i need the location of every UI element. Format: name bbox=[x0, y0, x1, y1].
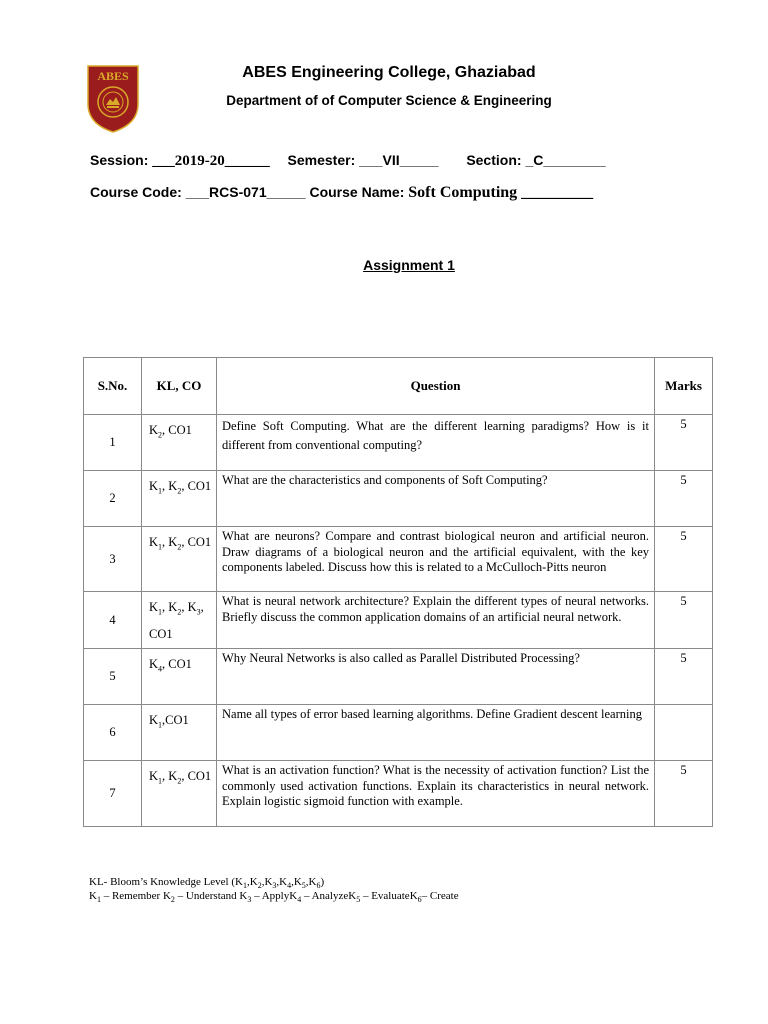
row-kl-co: $K_1$, $K_2$, CO1 bbox=[142, 527, 217, 592]
row-marks bbox=[655, 705, 713, 761]
session-label: Session: bbox=[90, 152, 149, 168]
session-value: ___2019-20______ bbox=[152, 153, 270, 169]
row-kl-co: $K_2$, CO1 bbox=[142, 415, 217, 471]
table-row bbox=[84, 761, 713, 827]
course-line bbox=[90, 184, 593, 202]
course-code-label: Course Code: bbox=[90, 184, 182, 200]
row-sno: 2 bbox=[84, 471, 142, 527]
row-sno: 6 bbox=[84, 705, 142, 761]
row-question: What are neurons? Compare and contrast biological neuron and artificial neuron. Draw diagrams of a biological neuron and the artificial equivalent, with the key components labeled. Discuss how this is related to a McCulloch-Pitts neuron bbox=[217, 527, 655, 592]
row-question: Why Neural Networks is also called as Parallel Distributed Processing? bbox=[217, 649, 655, 705]
col-header-kl-co: KL, CO bbox=[142, 358, 217, 415]
row-kl-co: $K_1$, $K_2$, $K_3$, CO1 bbox=[142, 592, 217, 649]
row-question: What is neural network architecture? Explain the different types of neural networks. Briefly discuss the common application domains of an artificial neural network. bbox=[217, 592, 655, 649]
col-header-question: Question bbox=[217, 358, 655, 415]
table-row bbox=[84, 527, 713, 592]
row-sno: 1 bbox=[84, 415, 142, 471]
section-label: Section: bbox=[466, 152, 522, 168]
row-marks: 5 bbox=[655, 471, 713, 527]
table-header-row bbox=[84, 358, 713, 415]
course-name-label: Course Name: bbox=[309, 184, 405, 200]
row-question: Name all types of error based learning algorithms. Define Gradient descent learning bbox=[217, 705, 655, 761]
semester-label: Semester: bbox=[287, 152, 356, 168]
college-name: ABES Engineering College, Ghaziabad bbox=[242, 64, 536, 81]
row-sno: 4 bbox=[84, 592, 142, 649]
row-question: Define Soft Computing. What are the different learning paradigms? How is it different from conventional computing? bbox=[217, 415, 655, 471]
course-code-value: ___RCS-071_____ bbox=[185, 184, 306, 200]
course-name-value: Soft Computing _________ bbox=[408, 184, 594, 201]
table-row bbox=[84, 415, 713, 471]
semester-value: ___VII_____ bbox=[359, 152, 439, 168]
footer-kl-legend: KL- Bloom’s Knowledge Level $(K_1,K_2,K_3,K_4,K_5,K_6)$ bbox=[89, 876, 325, 891]
session-line bbox=[90, 152, 606, 170]
assignment-title-text: Assignment 1 bbox=[363, 257, 455, 273]
row-kl-co: $K_1,CO1$ bbox=[142, 705, 217, 761]
row-kl-co: $K_4$, CO1 bbox=[142, 649, 217, 705]
row-kl-co: $K_1$, $K_2$, CO1 bbox=[142, 761, 217, 827]
row-marks: 5 bbox=[655, 415, 713, 471]
row-question: What are the characteristics and components of Soft Computing? bbox=[217, 471, 655, 527]
footer-kl-levels: $K_1$ – Remember $K_2$ – Understand $K_3$ – ApplyK$_4$ – AnalyzeK$_5$ – EvaluateK$_6$– Create bbox=[89, 890, 459, 905]
table-row bbox=[84, 471, 713, 527]
logo-text: ABES bbox=[97, 69, 129, 83]
table-row bbox=[84, 705, 713, 761]
row-marks: 5 bbox=[655, 761, 713, 827]
questions-table bbox=[83, 357, 713, 827]
col-header-sno: S.No. bbox=[84, 358, 142, 415]
col-header-marks: Marks bbox=[655, 358, 713, 415]
table-row bbox=[84, 592, 713, 649]
assignment-title bbox=[0, 257, 768, 273]
row-marks: 5 bbox=[655, 592, 713, 649]
row-sno: 7 bbox=[84, 761, 142, 827]
department-name: Department of of Computer Science & Engineering bbox=[226, 93, 552, 108]
row-marks: 5 bbox=[655, 527, 713, 592]
row-question: What is an activation function? What is the necessity of activation function? List the commonly used activation functions. Explain its characteristics in neural network. Explain logistic sigmoid function with example. bbox=[217, 761, 655, 827]
row-sno: 5 bbox=[84, 649, 142, 705]
row-marks: 5 bbox=[655, 649, 713, 705]
table-row bbox=[84, 649, 713, 705]
section-value: _C________ bbox=[525, 152, 606, 168]
row-kl-co: $K_1$, $K_2$, CO1 bbox=[142, 471, 217, 527]
row-sno: 3 bbox=[84, 527, 142, 592]
